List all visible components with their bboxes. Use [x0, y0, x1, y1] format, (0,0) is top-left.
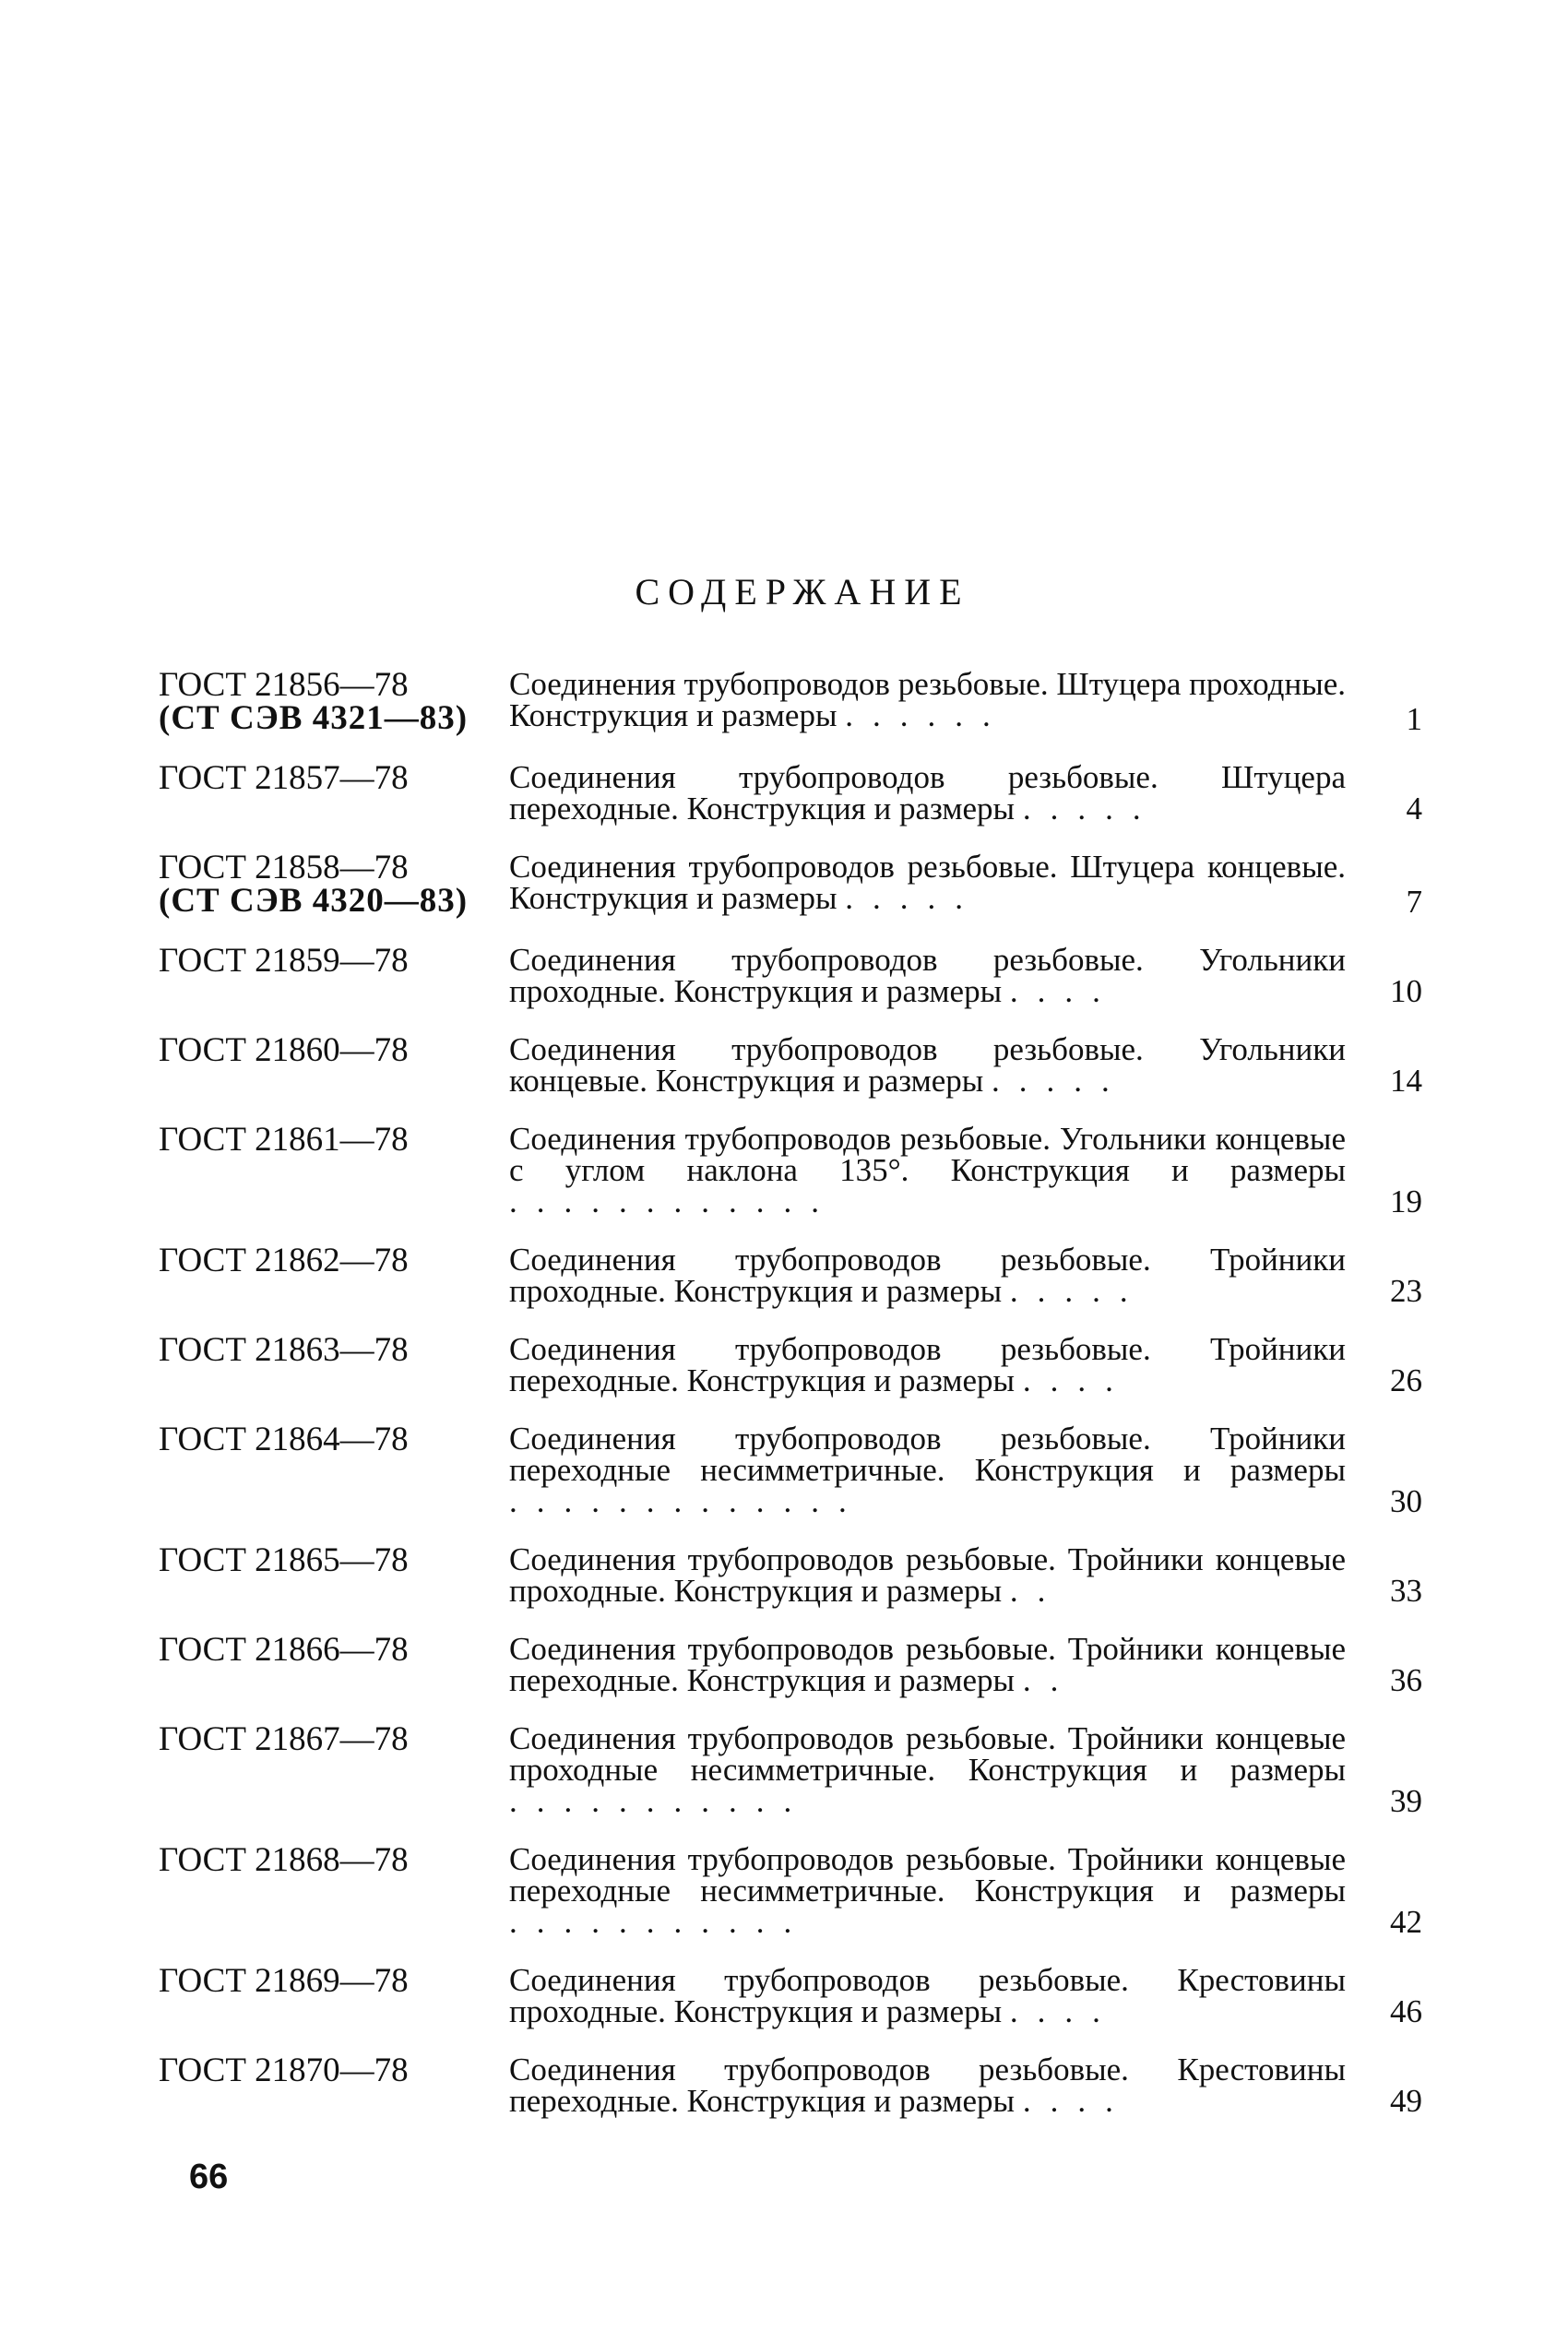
gost-code: ГОСТ 21866—78: [159, 1631, 409, 1669]
dot-leader: .....: [992, 1063, 1129, 1099]
standard-codes: [159, 1720, 509, 1758]
entry-title: Соединения трубопроводов резьбовые. Угольники концевые с углом наклона 135°. Конструкция и размеры: [509, 1121, 1346, 1188]
entry-title: Соединения трубопроводов резьбовые. Крестовины проходные. Конструкция и размеры: [509, 1962, 1346, 2029]
dot-leader: ....: [1009, 1993, 1120, 2029]
entry-title-block: [509, 2054, 1346, 2117]
standard-codes: [159, 2054, 509, 2087]
entry-title-block: [509, 1121, 1346, 1219]
page-number: 46: [1390, 1993, 1422, 2029]
dot-leader: ....: [1022, 1362, 1133, 1398]
dot-leader: .............: [509, 1483, 866, 1519]
page-number: 7: [1406, 884, 1422, 920]
page-number: 39: [1390, 1783, 1422, 1819]
dot-leader: ..: [1009, 1573, 1065, 1609]
entry-title-block: [509, 851, 1346, 914]
entry-title-block: [509, 942, 1346, 1009]
entry-title-block: [509, 1031, 1346, 1099]
gost-code: ГОСТ 21858—78: [159, 849, 409, 886]
dot-leader: ....: [1009, 973, 1120, 1009]
gost-code: ГОСТ 21860—78: [159, 1031, 409, 1069]
toc-entry: [159, 1631, 1422, 1698]
standard-codes: [159, 1121, 509, 1159]
dot-leader: ......: [845, 697, 1010, 733]
entry-title-block: [509, 666, 1346, 733]
gost-code: ГОСТ 21865—78: [159, 1541, 409, 1579]
gost-code: ГОСТ 21862—78: [159, 1242, 409, 1279]
page-number: 23: [1390, 1273, 1422, 1309]
page-number: 19: [1390, 1183, 1422, 1219]
page-title: СОДЕРЖАНИЕ: [635, 571, 970, 612]
dot-leader: ..: [1022, 1662, 1078, 1698]
table-of-contents: [159, 666, 1422, 2144]
dot-leader: .....: [1022, 791, 1160, 827]
entry-title: Соединения трубопроводов резьбовые. Тройники переходные несимметричные. Конструкция и размеры: [509, 1421, 1346, 1488]
entry-title-block: [509, 1423, 1346, 1517]
entry-title-block: [509, 1631, 1346, 1698]
entry-title-block: [509, 1841, 1346, 1940]
dot-leader: ...........: [509, 1783, 812, 1819]
toc-entry: [159, 1962, 1422, 2029]
toc-entry: [159, 1541, 1422, 1609]
gost-code: ГОСТ 21861—78: [159, 1121, 409, 1159]
gost-code: ГОСТ 21856—78: [159, 666, 409, 704]
dot-leader: .....: [1009, 1273, 1147, 1309]
standard-codes: [159, 759, 509, 797]
entry-title-block: [509, 1331, 1346, 1398]
sev-code: (СТ СЭВ 4320—83): [159, 882, 469, 920]
standard-codes: [159, 1331, 509, 1369]
standard-codes: [159, 1244, 509, 1278]
page-number: 10: [1390, 973, 1422, 1009]
entry-title: Соединения трубопроводов резьбовые. Штуцера переходные. Конструкция и размеры: [509, 759, 1346, 827]
gost-code: ГОСТ 21870—78: [159, 2052, 409, 2089]
entry-title: Соединения трубопроводов резьбовые. Тройники концевые переходные несимметричные. Конструкция и размеры: [509, 1841, 1346, 1909]
entry-title-block: [509, 1244, 1346, 1307]
toc-entry: [159, 666, 1422, 737]
entry-title: Соединения трубопроводов резьбовые. Тройники концевые проходные. Конструкция и размеры: [509, 1541, 1346, 1609]
standard-codes: [159, 942, 509, 980]
toc-entry: [159, 1720, 1422, 1819]
page-number: 49: [1390, 2083, 1422, 2119]
page-number: 42: [1390, 1904, 1422, 1940]
entry-title: Соединения трубопроводов резьбовые. Угольники проходные. Конструкция и размеры: [509, 942, 1346, 1009]
standard-codes: [159, 1631, 509, 1669]
entry-title: Соединения трубопроводов резьбовые. Тройники проходные. Конструкция и размеры: [509, 1242, 1346, 1309]
standard-codes: [159, 851, 509, 918]
dot-leader: ....: [1022, 2083, 1133, 2119]
entry-title: Соединения трубопроводов резьбовые. Штуцера проходные. Конструкция и размеры: [509, 666, 1346, 733]
page-number: 4: [1406, 791, 1422, 827]
toc-entry: [159, 1423, 1422, 1517]
entry-title-block: [509, 1541, 1346, 1609]
toc-entry: [159, 942, 1422, 1009]
toc-entry: [159, 851, 1422, 918]
page-number: 36: [1390, 1662, 1422, 1698]
standard-codes: [159, 1962, 509, 2000]
toc-entry: [159, 1244, 1422, 1307]
entry-title-block: [509, 1962, 1346, 2029]
standard-codes: [159, 1541, 509, 1579]
entry-title: Соединения трубопроводов резьбовые. Тройники переходные. Конструкция и размеры: [509, 1331, 1346, 1398]
gost-code: ГОСТ 21868—78: [159, 1841, 409, 1879]
standard-codes: [159, 1031, 509, 1069]
toc-entry: [159, 1121, 1422, 1219]
page-number: 1: [1406, 701, 1422, 737]
gost-code: ГОСТ 21863—78: [159, 1331, 409, 1369]
standard-codes: [159, 1423, 509, 1457]
entry-title: Соединения трубопроводов резьбовые. Тройники концевые проходные несимметричные. Конструкция и размеры: [509, 1720, 1346, 1788]
toc-entry: [159, 759, 1422, 827]
page-number: 14: [1390, 1063, 1422, 1099]
entry-title-block: [509, 759, 1346, 827]
standard-codes: [159, 1841, 509, 1879]
dot-leader: ............: [509, 1183, 838, 1219]
page-number: 33: [1390, 1573, 1422, 1609]
gost-code: ГОСТ 21864—78: [159, 1421, 409, 1458]
standard-codes: [159, 666, 509, 737]
entry-title-block: [509, 1720, 1346, 1819]
page-number: 30: [1390, 1483, 1422, 1519]
toc-entry: [159, 1031, 1422, 1099]
toc-entry: [159, 2054, 1422, 2117]
dot-leader: ...........: [509, 1904, 812, 1940]
page-number-footer: 66: [189, 2158, 229, 2196]
entry-title: Соединения трубопроводов резьбовые. Тройники концевые переходные. Конструкция и размеры: [509, 1631, 1346, 1698]
dot-leader: .....: [845, 880, 982, 916]
gost-code: ГОСТ 21867—78: [159, 1720, 409, 1758]
gost-code: ГОСТ 21869—78: [159, 1962, 409, 2000]
gost-code: ГОСТ 21859—78: [159, 942, 409, 980]
entry-title: Соединения трубопроводов резьбовые. Угольники концевые. Конструкция и размеры: [509, 1031, 1346, 1099]
sev-code: (СТ СЭВ 4321—83): [159, 699, 469, 737]
toc-entry: [159, 1841, 1422, 1940]
entry-title: Соединения трубопроводов резьбовые. Штуцера концевые. Конструкция и размеры: [509, 849, 1346, 916]
page-number: 26: [1390, 1362, 1422, 1398]
toc-entry: [159, 1331, 1422, 1398]
entry-title: Соединения трубопроводов резьбовые. Крестовины переходные. Конструкция и размеры: [509, 2052, 1346, 2119]
gost-code: ГОСТ 21857—78: [159, 759, 409, 797]
